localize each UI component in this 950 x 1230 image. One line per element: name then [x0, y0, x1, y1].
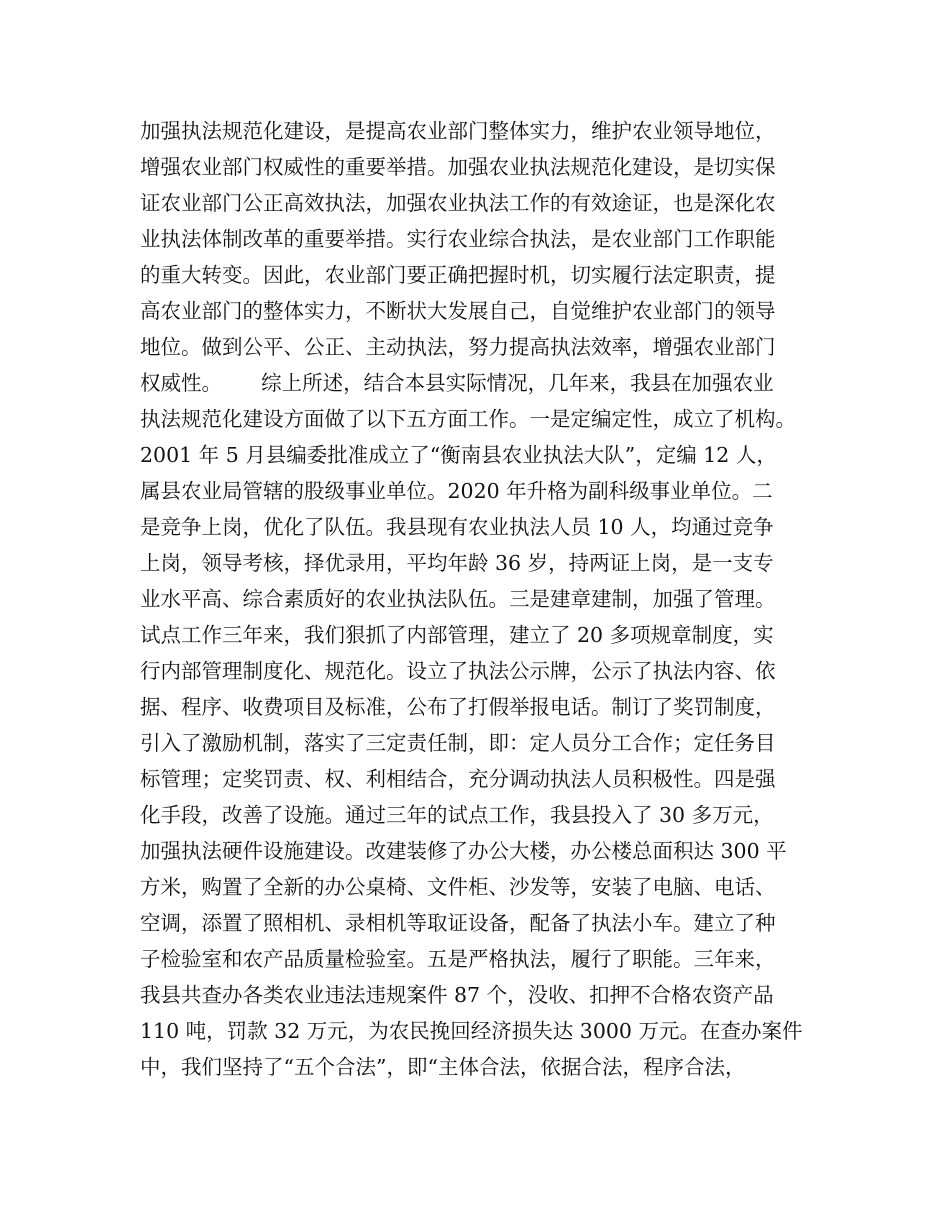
text-line: 业水平高、综合素质好的农业执法队伍。三是建章建制，加强了管理。	[140, 587, 776, 611]
text-line: 执法规范化建设方面做了以下五方面工作。一是定编定性，成立了机构。	[140, 407, 796, 431]
text-line: 是竞争上岗，优化了队伍。我县现有农业执法人员 10 人，均通过竞争	[140, 515, 774, 539]
text-line: 行内部管理制度化、规范化。设立了执法公示牌，公示了执法内容、依	[140, 659, 776, 683]
text-line: 我县共查办各类农业违法违规案件 87 个，没收、扣押不合格农资产品	[140, 983, 774, 1007]
text-line: 试点工作三年来，我们狠抓了内部管理，建立了 20 多项规章制度，实	[140, 623, 774, 647]
text-line: 标管理；定奖罚责、权、利相结合，充分调动执法人员积极性。四是强	[140, 767, 776, 791]
text-line: 证农业部门公正高效执法，加强农业执法工作的有效途证，也是深化农	[140, 191, 776, 215]
text-line: 子检验室和农产品质量检验室。五是严格执法，履行了职能。三年来，	[140, 947, 776, 971]
text-line: 中，我们坚持了“五个合法”，即“主体合法，依据合法，程序合法，	[140, 1055, 746, 1079]
text-line: 业执法体制改革的重要举措。实行农业综合执法，是农业部门工作职能	[140, 227, 776, 251]
body-text	[140, 113, 840, 1085]
text-line: 方米，购置了全新的办公桌椅、文件柜、沙发等，安装了电脑、电话、	[140, 875, 776, 899]
text-line: 的重大转变。因此，农业部门要正确把握时机，切实履行法定职责，提	[140, 263, 776, 287]
text-line: 110 吨，罚款 32 万元，为农民挽回经济损失达 3000 万元。在查办案件	[140, 1019, 803, 1043]
text-line: 属县农业局管辖的股级事业单位。2020 年升格为副科级事业单位。二	[140, 479, 773, 503]
text-line: 地位。做到公平、公正、主动执法，努力提高执法效率，增强农业部门	[140, 335, 776, 359]
text-line: 增强农业部门权威性的重要举措。加强农业执法规范化建设，是切实保	[140, 155, 776, 179]
text-line: 权威性。 综上所述，结合本县实际情况，几年来，我县在加强农业	[140, 371, 774, 395]
text-line: 据、程序、收费项目及标准，公布了打假举报电话。制订了奖罚制度，	[140, 695, 776, 719]
text-line: 加强执法规范化建设，是提高农业部门整体实力，维护农业领导地位，	[140, 119, 776, 143]
text-line: 空调，添置了照相机、录相机等取证设备，配备了执法小车。建立了种	[140, 911, 776, 935]
text-line: 化手段，改善了设施。通过三年的试点工作，我县投入了 30 多万元，	[140, 803, 774, 827]
text-line: 加强执法硬件设施建设。改建装修了办公大楼，办公楼总面积达 300 平	[140, 839, 787, 863]
text-line: 引入了激励机制，落实了三定责任制，即：定人员分工合作；定任务目	[140, 731, 776, 755]
text-line: 高农业部门的整体实力，不断状大发展自己，自觉维护农业部门的领导	[140, 299, 776, 323]
text-line: 上岗，领导考核，择优录用，平均年龄 36 岁，持两证上岗，是一支专	[140, 551, 774, 575]
text-line: 2001 年 5 月县编委批准成立了“衡南县农业执法大队”，定编 12 人，	[140, 443, 777, 467]
